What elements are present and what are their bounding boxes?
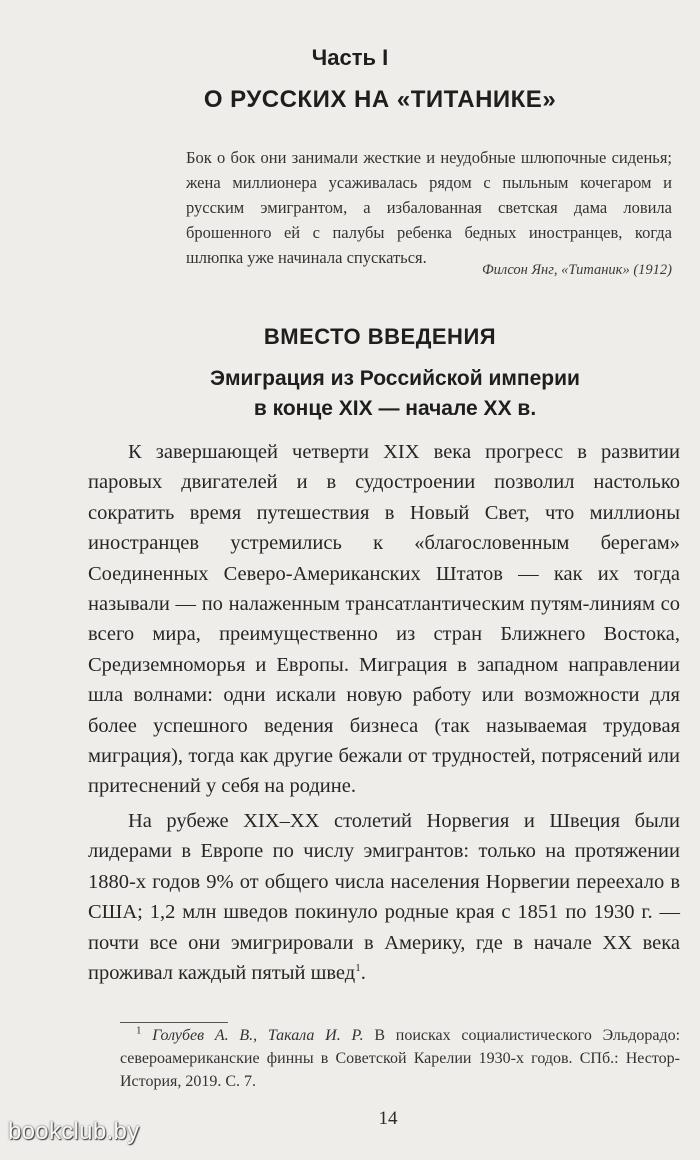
epigraph-text: Бок о бок они занимали жесткие и неудобные шлюпочные сиденья; жена миллионера усаживалась рядом с пыльным кочегаром и русским эмигрантом, а избалованная светская дама ловила брошенного ей с палубы ребенка бедных иностранцев, когда шлюпка уже начинала спускаться. <box>186 148 672 267</box>
footnote <box>120 1024 680 1093</box>
subheading <box>0 364 700 424</box>
part-label: Часть I <box>311 45 389 70</box>
subheading-line-2: в конце XIX — начале XX в. <box>253 397 537 420</box>
footnote-divider <box>120 1022 228 1023</box>
body-text <box>88 437 680 992</box>
epigraph-source: Филсон Янг, «Титаник» (1912) <box>481 262 672 278</box>
watermark: bookclub.by <box>8 1118 140 1145</box>
section-heading: ВМЕСТО ВВЕДЕНИЯ <box>263 324 497 349</box>
footnote-text: В поисках социалистического Эльдорадо: североамериканские финны в Советской Карелии 1930-х годов. СПб.: Нестор-История, 2019. С. 7. <box>120 1027 681 1090</box>
paragraph-2-text: На рубеже XIX–XX столетий Норвегия и Швеция были лидерами в Европе по числу эмигрантов: только на протяжении 1880-х годов 9% от общего числа населения Норвегии переехало в США; 1,2 млн шведов покинуло родные края с 1851 по 1930 г. — почти все они эмигрировали в Америку, где в начале XX века проживал каждый пятый швед <box>88 809 680 984</box>
footnote-authors: Голубев А. В., Такала И. Р. <box>152 1027 364 1044</box>
paragraph-2: На рубеже XIX–XX столетий Норвегия и Швеция были лидерами в Европе по числу эмигрантов: только на протяжении 1880-х годов 9% от общего числа населения Норвегии переехало в США; 1,2 млн шведов покинуло родные края с 1851 по 1930 г. — почти все они эмигрировали в Америку, где в начале XX века проживал каждый пятый швед$^1$. <box>88 809 680 984</box>
subheading-line-1: Эмиграция из Российской империи <box>210 367 580 390</box>
paragraph-1: К завершающей четверти XIX века прогресс в развитии паровых двигателей и в судостроении позволил настолько сократить время путешествия в Новый Свет, что миллионы иностранцев устремились к «благословенным берегам» Соединенных Северо-Американских Штатов — как их тогда называли — по налаженным трансатлантическим путям-линиям со всего мира, преимущественно из стран Ближнего Востока, Средиземноморья и Европы. Миграция в западном направлении шла волнами: одни искали новую работу или возможности для более успешного ведения бизнеса (так называемая трудовая миграция), тогда как другие бежали от трудностей, потрясений или притеснений у себя на родине. <box>88 441 680 798</box>
part-title: О РУССКИХ НА «ТИТАНИКЕ» <box>203 86 557 113</box>
footnote-reference[interactable]: 1 <box>355 962 361 975</box>
footnote-number: 1 <box>136 1024 142 1037</box>
page-number: 14 <box>378 1108 398 1129</box>
